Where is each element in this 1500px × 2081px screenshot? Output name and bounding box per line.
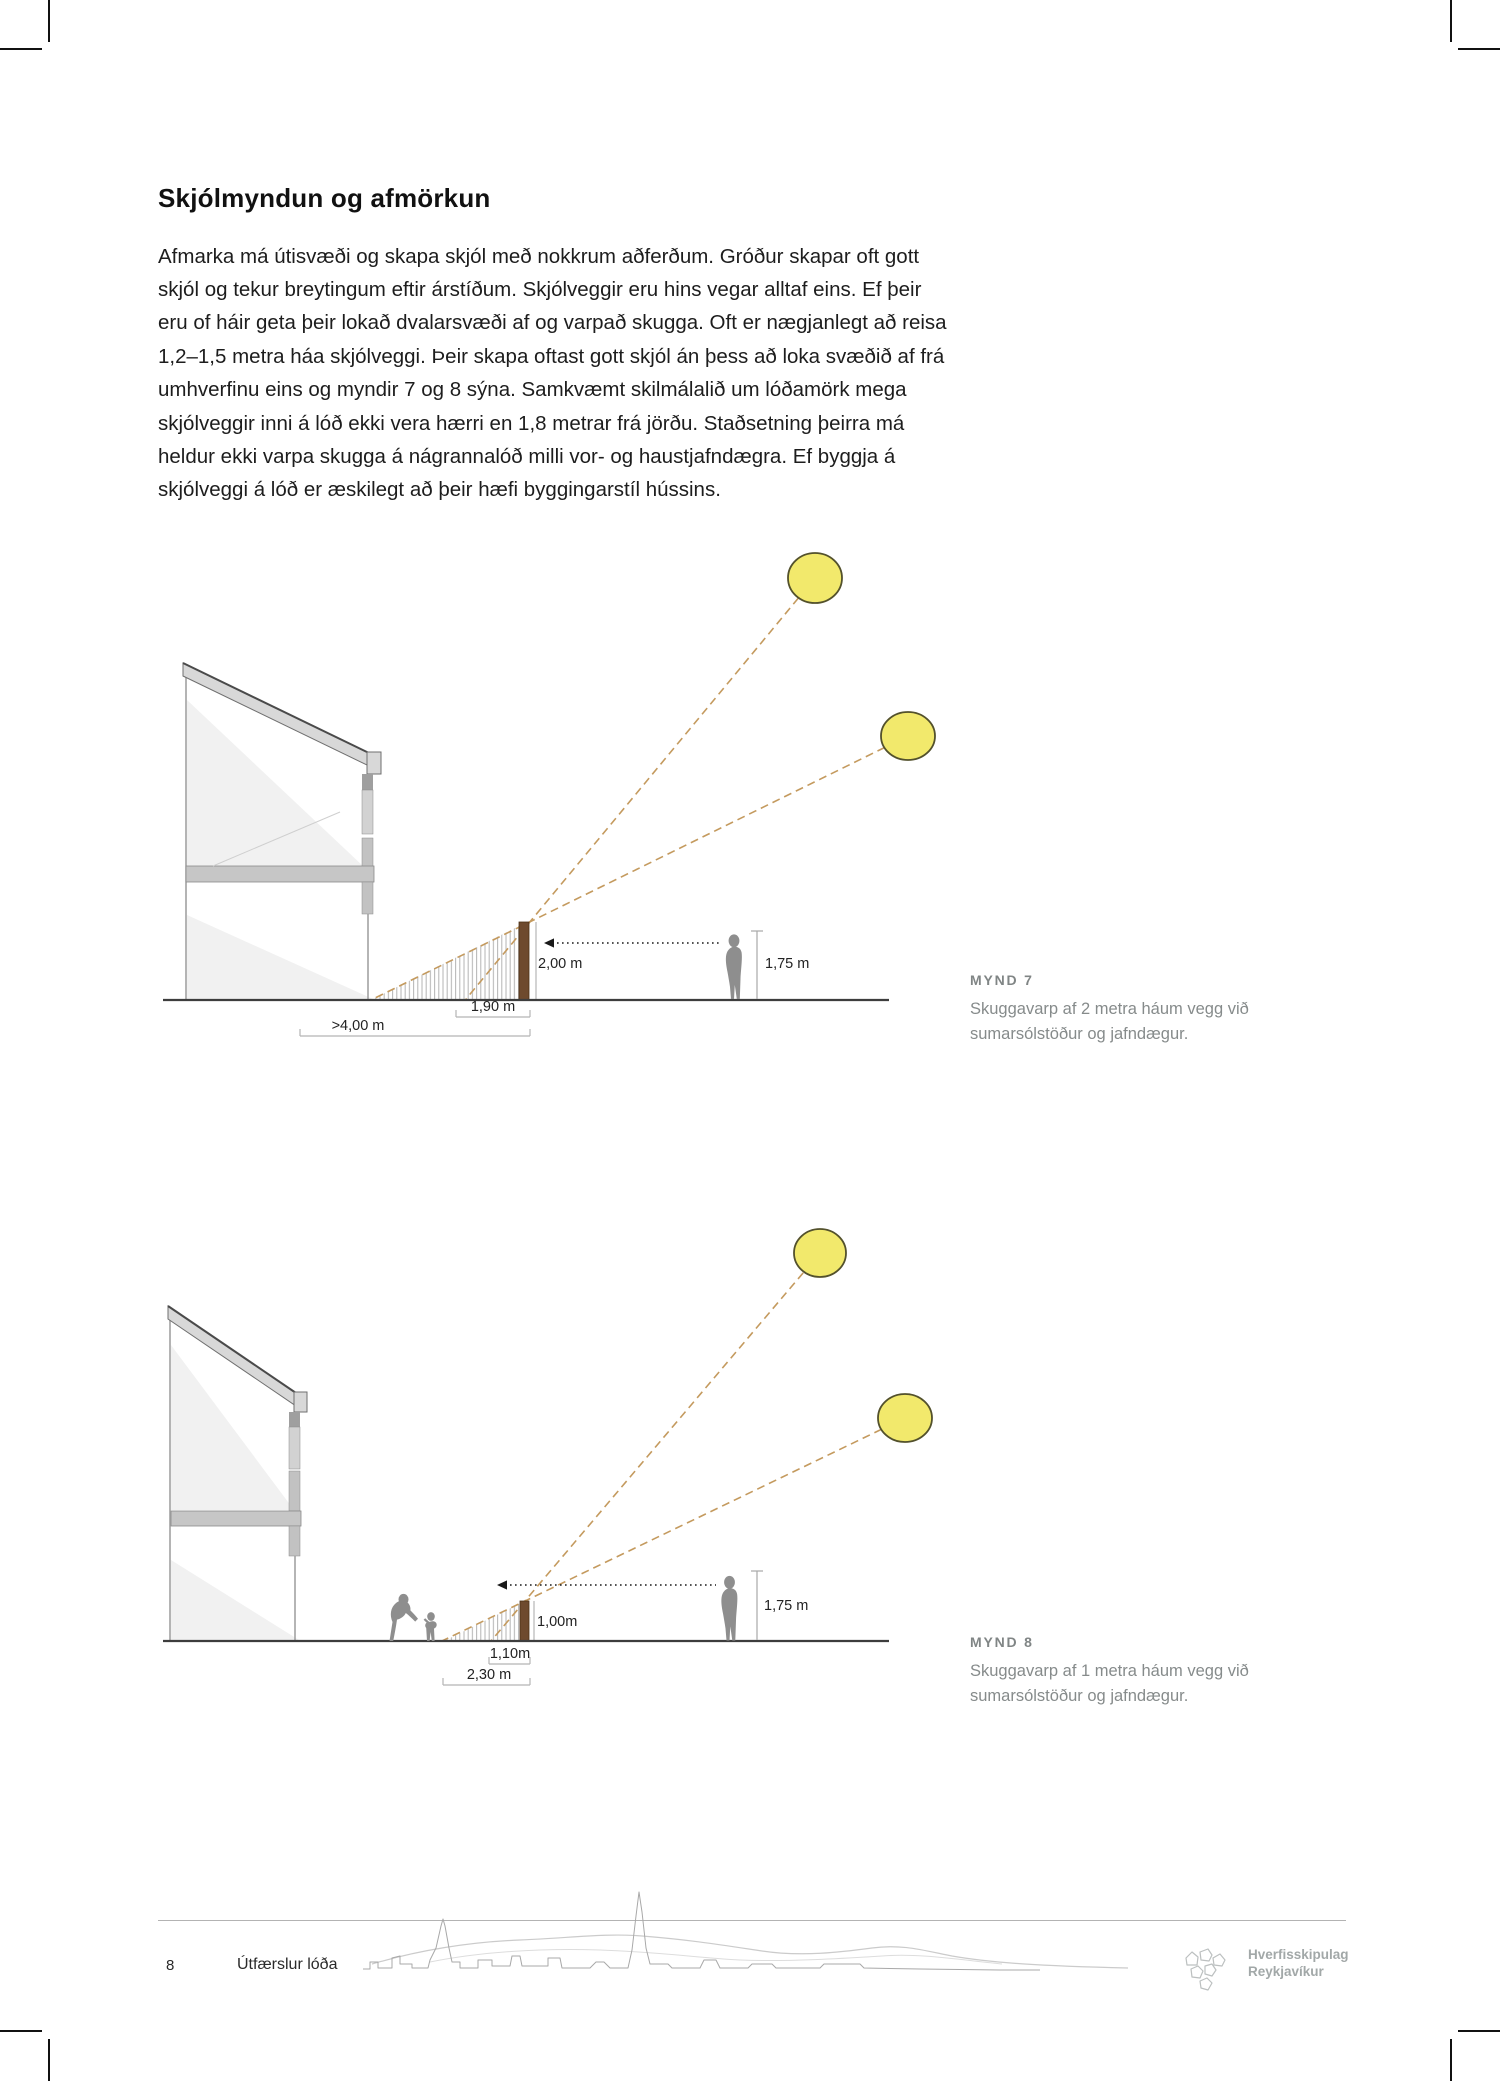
hverfisskipulag-logo-icon [1182, 1946, 1238, 1998]
floor-slab [186, 866, 374, 882]
cropmark-top-right-h [1458, 48, 1500, 50]
figure8-caption-block [970, 1634, 1270, 1708]
shelter-wall [519, 922, 529, 1000]
sun-icon-summer [788, 553, 842, 603]
hverfisskipulag-logo [1182, 1946, 1349, 1998]
house-section [168, 1306, 307, 1640]
intro-paragraph: Afmarka má útisvæði og skapa skjól með nokkrum aðferðum. Gróður skapar oft gott skjól og tekur breytingum eftir árstíðum. Skjólveggir eru hins vegar alltaf eins. Ef þeir eru of háir geta þeir lokað dvalarsvæði af og varpað skugga. Oft er nægjanlegt að reisa 1,2–1,5 metra háa skjólveggi. Þeir skapa oftast gott skjól án þess að loka svæðið af frá umhverfinu eins og myndir 7 og 8 sýna. Samkvæmt skilmálalið um lóðamörk mega skjólveggir inni á lóð ekki vera hærri en 1,8 metrar frá jörðu. Staðsetning þeirra má heldur ekki varpa skugga á nágrannalóð milli vor- og haustjafndægra. Ef byggja á skjólveggi á lóð er æskilegt að þeir hæfi byggingarstíl hússins. [158, 244, 947, 502]
gutter [294, 1392, 307, 1412]
page-title: Skjólmyndun og afmörkun [158, 183, 491, 214]
shadow-summer-label: 1,10m [489, 1646, 531, 1662]
sight-arrow [497, 1580, 716, 1589]
cropmark-bottom-left-h [0, 2030, 42, 2032]
person-height-dim [751, 931, 763, 999]
sun-ray-low [442, 1418, 905, 1641]
figure8-diagram [120, 1195, 940, 1705]
cropmark-top-left-h [0, 48, 42, 50]
floor-slab [171, 1511, 301, 1526]
person-height-dim [751, 1571, 763, 1640]
person-silhouette [721, 1576, 737, 1641]
house-section [183, 663, 381, 999]
wall-height-label: 1,00m [537, 1614, 578, 1630]
shadow-total-label: >4,00 m [331, 1018, 385, 1034]
sight-arrow [544, 938, 722, 947]
cropmark-bottom-right-v [1450, 2039, 1452, 2081]
sun-icon-summer [794, 1229, 846, 1277]
gutter [367, 752, 381, 774]
shelter-wall [520, 1601, 529, 1641]
adult-and-child-silhouette [385, 1594, 437, 1641]
cropmark-bottom-right-h [1458, 2030, 1500, 2032]
shadow-summer-label: 1,90 m [470, 999, 516, 1015]
cropmark-top-right-v [1450, 0, 1452, 42]
reykjavik-skyline [350, 1878, 1140, 2033]
figure8-caption: Skuggavarp af 1 metra háum vegg við sumarsólstöður og jafndægur. [970, 1662, 1249, 1705]
sun-ray-high [491, 1253, 820, 1641]
wall-height-label: 2,00 m [538, 956, 583, 972]
shadow-total-label: 2,30 m [466, 1667, 512, 1683]
figure8-label: MYND 8 [970, 1634, 1034, 1650]
person-silhouette [726, 934, 742, 999]
figure7-label: MYND 7 [970, 972, 1034, 988]
logo-line2: Reykjavíkur [1248, 1964, 1324, 1979]
logo-line1: Hverfisskipulag [1248, 1947, 1349, 1962]
figure7-caption-block [970, 972, 1270, 1046]
footer-section-title: Útfærslur lóða [237, 1956, 338, 1973]
sun-icon-equinox [878, 1394, 932, 1442]
cropmark-bottom-left-v [48, 2039, 50, 2081]
cropmark-top-left-v [48, 0, 50, 42]
sun-icon-equinox [881, 712, 935, 760]
person-height-label: 1,75 m [764, 1598, 809, 1614]
figure7-diagram [120, 540, 940, 1052]
person-height-label: 1,75 m [765, 956, 810, 972]
figure7-caption: Skuggavarp af 2 metra háum vegg við sumarsólstöður og jafndægur. [970, 1000, 1249, 1043]
page-number: 8 [166, 1957, 175, 1974]
